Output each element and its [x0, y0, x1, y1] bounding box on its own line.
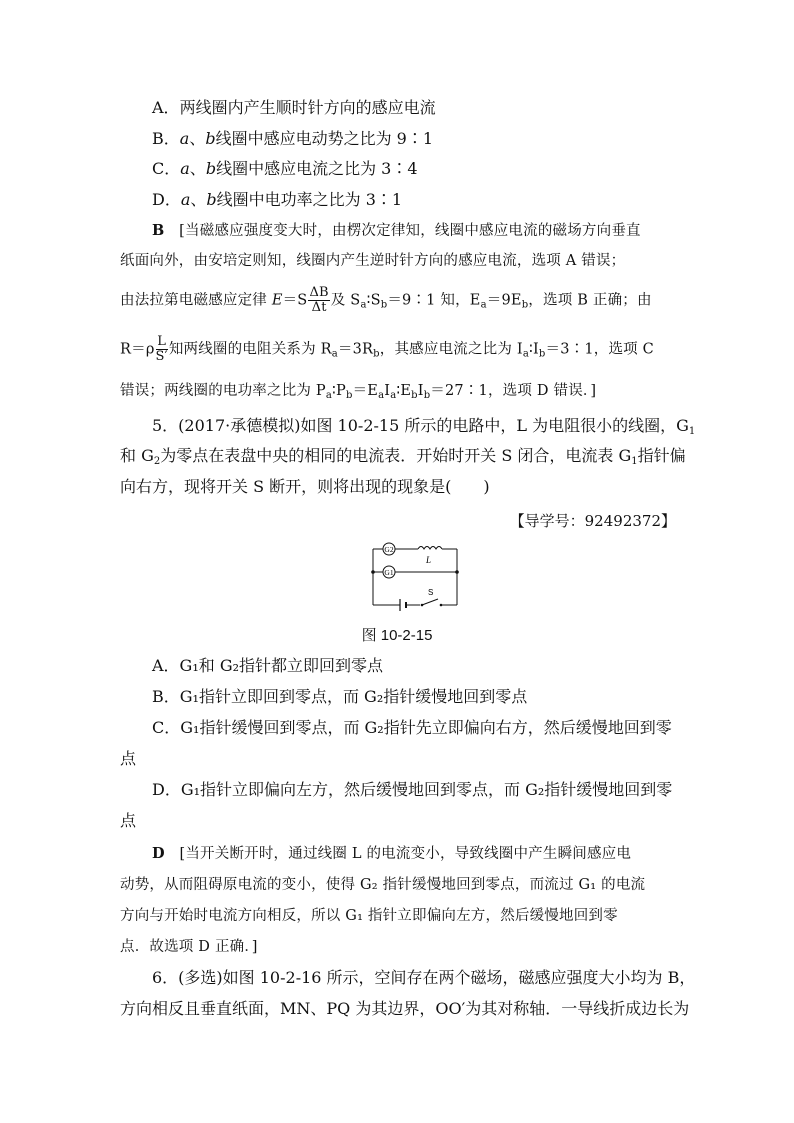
figure-caption: 图 10-2-15 — [361, 627, 433, 644]
q4-answer-line-2: 纸面向外，由安培定则知，线圈内产生逆时针方向的感应电流，选项 A 错误； — [120, 253, 626, 269]
galvanometer-g2 — [383, 543, 395, 555]
q5-option-d-line-2: 点 — [120, 811, 137, 830]
q5-answer-line-3: 方向与开始时电流方向相反，所以 G₁ 指针立即偏向左方，然后缓慢地回到零 — [120, 908, 618, 924]
q5-stem-line-2: 和 $G_2$为零点在表盘中央的相同的电流表．开始时开关 S 闭合，电流表 $G_1$指针偏 — [120, 446, 686, 467]
q5-answer-line-2: 动势，从而阻碍原电流的变小，使得 G₂ 指针缓慢地回到零点，而流过 G₁ 的电流 — [120, 877, 646, 893]
q5-option-d-line-1: D．G₁指针立即偏向左方，然后缓慢地回到零点，而 G₂指针缓慢地回到零 — [152, 780, 673, 799]
q4-answer-line-3: 由法拉第电磁感应定律 E＝S $\frac{\Delta B}{\Delta t}$ 及 $S_a∶S_b=9∶1$ 知，$E_a=9E_b$，选项 B 正确；由 — [120, 285, 652, 315]
q4-answer-line-1: B [当磁感应强度变大时，由楞次定律知，线圈中感应电流的磁场方向垂直 — [152, 222, 641, 239]
q4-option-b: B．a、b线圈中感应电动势之比为 9∶1 — [152, 129, 434, 148]
q4-option-a: A．两线圈内产生顺时针方向的感应电流 — [152, 98, 436, 117]
q4-answer-line-4: R＝ρ $\frac{L}{S'}$ 知两线圈的电阻关系为 $R_a=3R_b$，其感应电流之比为 $I_a∶I_b=3∶1$，选项 C — [120, 334, 654, 364]
galvanometer-g1 — [383, 566, 395, 578]
q4-option-c: C．a、b线圈中感应电流之比为 3∶4 — [152, 159, 418, 178]
q5-option-a: A．G₁和 G₂指针都立即回到零点 — [152, 656, 384, 675]
q6-stem-line-2: 方向相反且垂直纸面，MN、PQ 为其边界，OO′为其对称轴．一导线折成边长为 — [120, 999, 690, 1018]
q5-answer-letter: D — [152, 845, 165, 862]
q5-answer-line-1: D [当开关断开时，通过线圈 L 的电流变小，导致线圈中产生瞬间感应电 — [152, 845, 632, 862]
q6-stem-line-1: 6．(多选)如图 10-2-16 所示，空间存在两个磁场，磁感应强度大小均为 B， — [152, 968, 696, 987]
inductor-label: L — [426, 555, 432, 565]
q4-answer-line-5: 错误；两线圈的电功率之比为 $P_a∶P_b=E_aI_a∶E_bI_b=27∶1$，选项 D 错误．] — [120, 383, 597, 401]
q5-option-c-line-2: 点 — [120, 749, 137, 768]
svg-text:G2: G2 — [384, 545, 394, 554]
fraction-l-over-s: $\frac{L}{S'}$ — [155, 334, 168, 364]
switch-label: S — [428, 588, 434, 597]
q4-answer-letter: B — [152, 222, 165, 239]
q5-stem-line-1: 5．(2017·承德模拟)如图 10-2-15 所示的电路中，L 为电阻很小的线圈，$G_1$ — [152, 416, 696, 437]
q4-option-d: D．a、b线圈中电功率之比为 3∶1 — [152, 190, 403, 209]
q5-option-b: B．G₁指针立即回到零点，而 G₂指针缓慢地回到零点 — [152, 687, 528, 706]
battery-symbol — [400, 599, 406, 611]
q5-option-c-line-1: C．G₁指针缓慢回到零点，而 G₂指针先立即偏向右方，然后缓慢地回到零 — [152, 718, 672, 737]
fraction-delta-b-over-delta-t: $\frac{\Delta B}{\Delta t}$ — [309, 285, 329, 315]
guide-number: 【导学号：92492372】 — [509, 512, 676, 530]
circuit-diagram — [370, 541, 460, 611]
svg-text:G1: G1 — [384, 568, 394, 577]
q5-stem-line-3: 向右方，现将开关 S 断开，则将出现的现象是( ) — [120, 477, 490, 496]
q5-answer-line-4: 点．故选项 D 正确．] — [120, 939, 258, 955]
